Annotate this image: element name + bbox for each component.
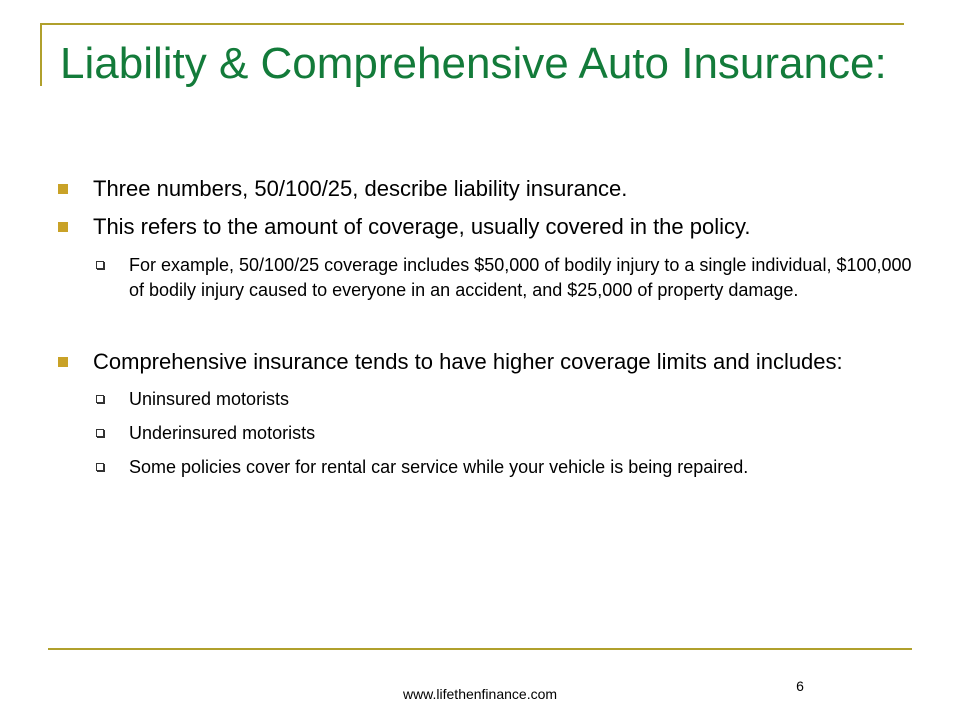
bullet-text: This refers to the amount of coverage, usually covered in the policy. bbox=[93, 214, 751, 239]
checkbox-bullet-icon bbox=[96, 463, 104, 471]
square-bullet-icon bbox=[58, 357, 68, 367]
footer-url: www.lifethenfinance.com bbox=[402, 686, 558, 702]
sub-bullet-text: For example, 50/100/25 coverage includes $50,000 of bodily injury to a single individual, $100,000 of bodily injury caused to everyone in an accident, and $25,000 of property damage. bbox=[129, 255, 912, 300]
square-bullet-icon bbox=[58, 222, 68, 232]
checkbox-bullet-icon bbox=[96, 261, 104, 269]
sub-bullet-text: Uninsured motorists bbox=[129, 389, 290, 409]
sub-bullet-example bbox=[56, 253, 916, 303]
bullet-list bbox=[56, 174, 916, 480]
left-rule bbox=[40, 23, 42, 86]
top-rule bbox=[40, 23, 904, 25]
sub-bullet-rental-car bbox=[56, 455, 916, 480]
bullet-coverage-amount bbox=[56, 212, 916, 242]
sub-bullet-underinsured bbox=[56, 421, 916, 446]
bullet-text: Three numbers, 50/100/25, describe liability insurance. bbox=[93, 176, 628, 201]
checkbox-bullet-icon bbox=[96, 395, 104, 403]
bullet-text: Comprehensive insurance tends to have higher coverage limits and includes: bbox=[93, 349, 843, 374]
sub-bullet-text: Some policies cover for rental car service while your vehicle is being repaired. bbox=[129, 457, 749, 477]
bottom-rule bbox=[48, 648, 912, 650]
sub-bullet-text: Underinsured motorists bbox=[129, 423, 316, 443]
bullet-liability-numbers bbox=[56, 174, 916, 204]
square-bullet-icon bbox=[58, 184, 68, 194]
checkbox-bullet-icon bbox=[96, 429, 104, 437]
slide-title: Liability & Comprehensive Auto Insurance: bbox=[60, 39, 887, 88]
page-number: 6 bbox=[796, 678, 804, 694]
sub-bullet-uninsured bbox=[56, 387, 916, 412]
bullet-comprehensive bbox=[56, 347, 916, 377]
